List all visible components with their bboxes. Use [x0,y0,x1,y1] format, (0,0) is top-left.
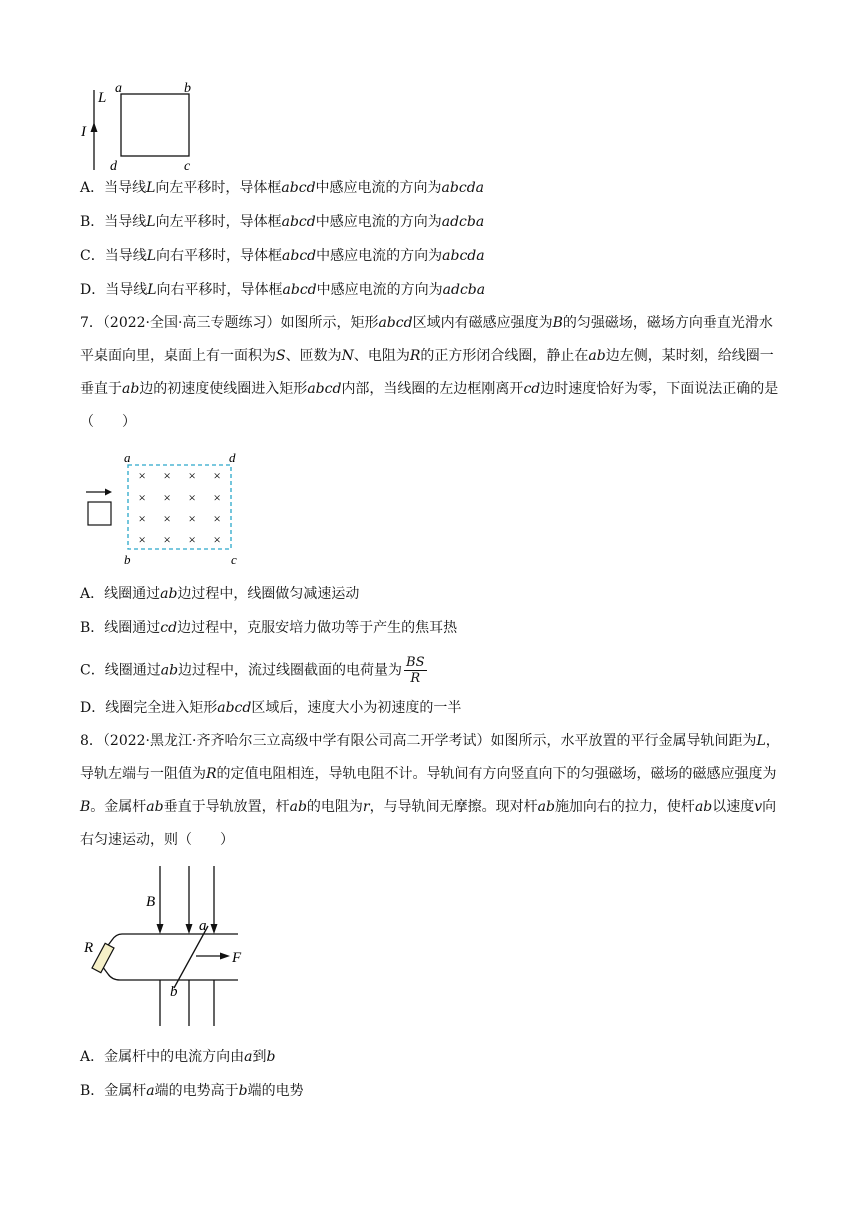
cross: × [137,490,147,505]
label-c: c [184,159,191,174]
label-L: L [98,90,107,106]
q8-option-b: B．金属杆a端的电势高于b端的电势 [80,1083,304,1099]
current-arrow-icon [91,122,98,132]
q7-option-d: D．线圈完全进入矩形abcd区域后，速度大小为初速度的一半 [80,700,462,716]
q7-stem: 7．（2022·全国·高三专题练习）如图所示，矩形abcd区域内有磁感应强度为B的匀强磁场，磁场方向垂直光滑水平桌面向里，桌面上有一面积为S、匝数为N、电阻为R的正方形闭合线圈，静止在ab边左侧，某时刻，给线圈一垂直于ab边的初速度使线圈进入矩形abcd内部，当线圈的左边框刚离开cd边时速度恰好为零，下面说法正确的是（ ） [80,315,779,430]
label-a: a [115,82,122,96]
cross: × [187,490,197,505]
cross: × [162,532,172,547]
q8-option-a: A．金属杆中的电流方向由a到b [80,1049,276,1065]
lower-rail [102,966,238,980]
frame-abcd [121,94,189,156]
label-b: b [170,984,178,1000]
velocity-arrow-icon [105,489,112,496]
cross: × [137,532,147,547]
label-b: b [124,552,131,567]
label-a: a [124,450,131,465]
field-arrow-icon [157,924,164,934]
figure-wire-frame [80,82,210,174]
label-B: B [146,894,156,910]
label-d: d [229,450,236,465]
q6-option-d: D．当导线L向右平移时，导体框abcd中感应电流的方向为adcba [80,282,486,298]
upper-rail [106,934,238,948]
label-I: I [81,124,86,140]
q7-option-c: C．线圈通过ab边过程中，流过线圈截面的电荷量为 $\frac{BS}{R}$ [80,655,425,686]
cross: × [187,468,197,483]
cross: × [212,511,222,526]
field-arrow-icon [211,924,218,934]
label-c: c [231,552,237,567]
cross: × [212,532,222,547]
label-b: b [184,82,191,96]
cross: × [212,468,222,483]
cross: × [162,511,172,526]
cross: × [162,468,172,483]
resistor [92,943,114,972]
label-F: F [232,950,242,966]
q6-option-a: A．当导线L向左平移时，导体框abcd中感应电流的方向为abcda [80,180,485,196]
q7-option-b: B．线圈通过cd边过程中，克服安培力做功等于产生的焦耳热 [80,620,458,636]
rod-ab [174,926,208,988]
q6-option-b: B．当导线L向左平移时，导体框abcd中感应电流的方向为adcba [80,214,485,230]
square-coil [88,502,111,525]
q8-stem: 8．（2022·黑龙江·齐齐哈尔三立高级中学有限公司高二开学考试）如图所示，水平放置的平行金属导轨间距为L，导轨左端与一阻值为R的定值电阻相连，导轨电阻不计。导轨间有方向竖直向下的匀强磁场，磁场的磁感应强度为B。金属杆ab垂直于导轨放置，杆ab的电阻为r，与导轨间无摩擦。现对杆ab施加向右的拉力，使杆ab以速度v向右匀速运动，则（ ） [80,733,780,848]
q6-option-c: C．当导线L向右平移时，导体框abcd中感应电流的方向为abcda [80,248,485,264]
figure-coil-field [80,450,250,572]
figure-rails-rod [80,862,260,1030]
label-d: d [110,159,117,174]
cross: × [137,511,147,526]
force-arrow-icon [220,953,230,960]
cross: × [212,490,222,505]
cross: × [137,468,147,483]
label-R: R [84,940,94,956]
label-a: a [199,918,207,934]
fraction-bs-over-r: $\frac{BS}{R}$ [406,655,425,686]
cross: × [187,532,197,547]
cross: × [187,511,197,526]
field-crosses [138,468,222,547]
cross: × [162,490,172,505]
field-arrow-icon [186,924,193,934]
q7-option-a: A．线圈通过ab边过程中，线圈做匀减速运动 [80,586,360,602]
